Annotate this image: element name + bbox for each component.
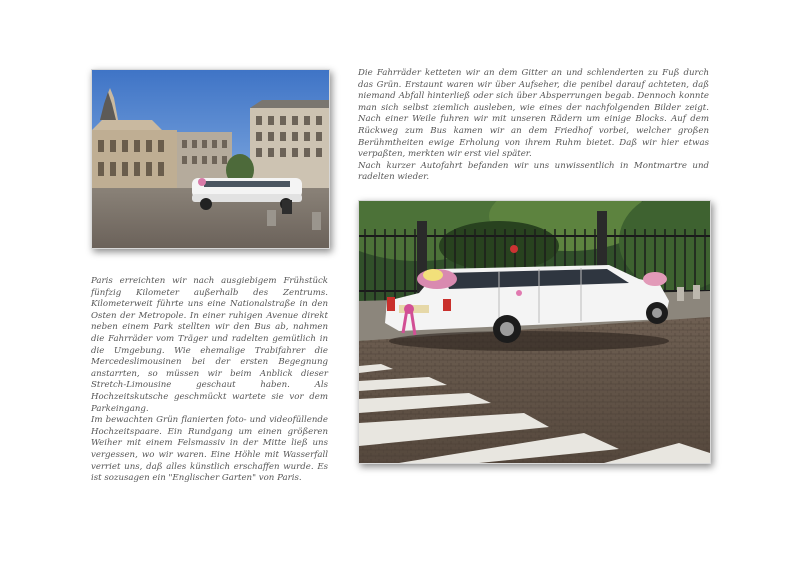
- photo-limousine-town-hall-image: [92, 70, 329, 248]
- photo-limousine-town-hall: [91, 69, 330, 249]
- paragraph: Paris erreichten wir nach ausgiebigem Frühstück fünfzig Kilometer außerhalb des Zentrums. Kilometerweit führte uns eine Nationalstraße in den Osten der Metropole. In einer ruhigen Avenue direkt neben einem Park stellten wir den Bus ab, nahmen die Fahrräder vom Träger und radelten gemütlich in die Umgebung. Wie ehemalige Trabifahrer die Mercedeslimousinen bei der ersten Begegnung anstarrten, so müssen wir beim Anblick dieser Stretch-Limousine geschaut haben. Als Hochzeitskutsche geschmückt wartete sie vor dem Parkeingang.: [91, 276, 328, 414]
- photo-limousine-park-gate: [358, 200, 711, 464]
- photo-limousine-park-gate-image: [359, 201, 710, 463]
- article-text-left: [91, 276, 328, 485]
- paragraph: Die Fahrräder ketteten wir an dem Gitter an und schlenderten zu Fuß durch das Grün. Erstaunt waren wir über Aufseher, die penibel darauf achteten, daß niemand Abfall hinterließ oder sich über Absperrungen begab. Dennoch konnte man sich selbst ziemlich ausleben, wie eines der nachfolgenden Bilder zeigt. Nach einer Weile fuhren wir mit unseren Rädern um einige Blocks. Auf dem Rückweg zum Bus kamen wir an dem Friedhof vorbei, welcher großen Berühmtheiten ewige Erholung von ihrem Ruhm bietet. Daß wir hier etwas verpaßten, merkten wir erst viel später.: [358, 68, 709, 160]
- paragraph: Im bewachten Grün flanierten foto- und videofüllende Hochzeitspaare. Ein Rundgang um einen größeren Weiher mit einem Felsmassiv in der Mitte ließ uns vergessen, wo wir waren. Eine Höhle mit Wasserfall verriet uns, daß alles künstlich erschaffen wurde. Es ist sozusagen ein "Englischer Garten" von Paris.: [91, 415, 328, 484]
- paragraph: Nach kurzer Autofahrt befanden wir uns unwissentlich in Montmartre und radelten wieder.: [358, 160, 709, 183]
- article-text-top: [358, 68, 709, 184]
